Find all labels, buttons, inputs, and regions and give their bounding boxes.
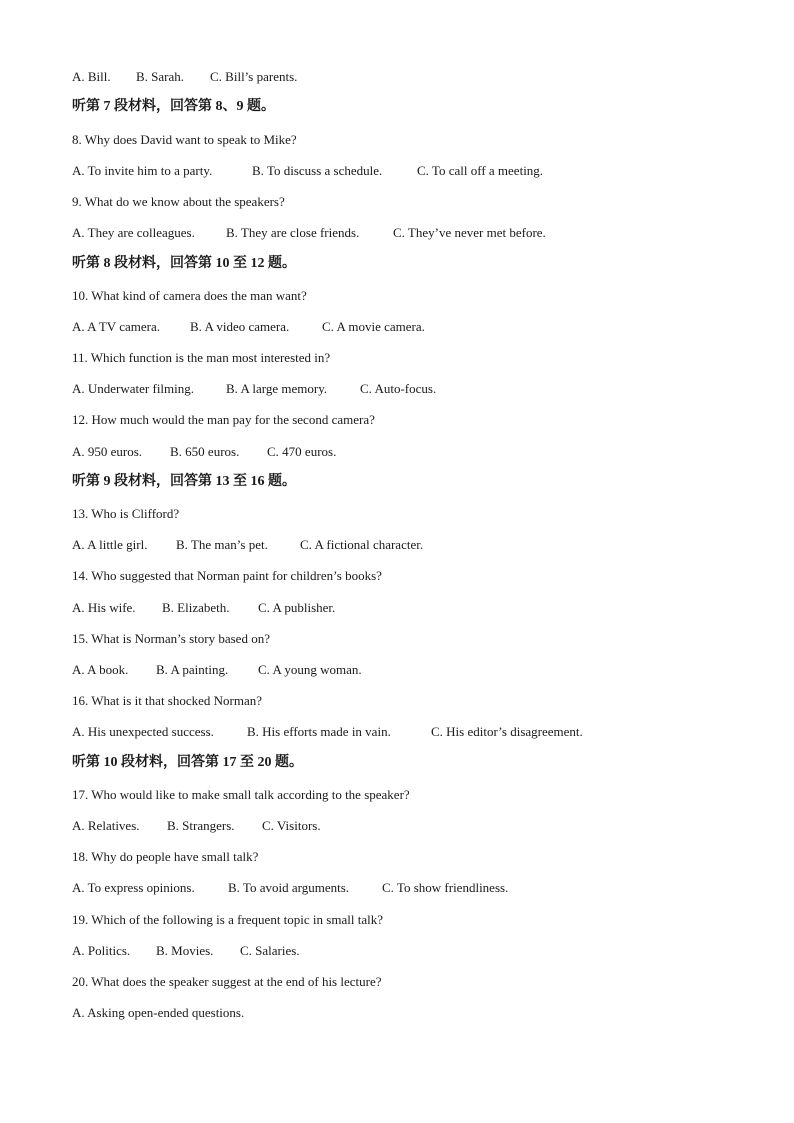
question-12: 12. How much would the man pay for the second camera? xyxy=(72,412,375,427)
question-18: 18. Why do people have small talk? xyxy=(72,849,259,864)
option-b: B. Movies. xyxy=(156,943,214,958)
option-c: C. A young woman. xyxy=(258,662,362,677)
option-c: C. Visitors. xyxy=(262,818,321,833)
section-heading-10: 听第 10 段材料，回答第 17 至 20 题。 xyxy=(72,755,303,770)
question-9: 9. What do we know about the speakers? xyxy=(72,194,285,209)
options-q7 xyxy=(72,69,297,85)
options-q14 xyxy=(72,600,335,616)
option-b: B. A painting. xyxy=(156,662,229,677)
option-b: B. The man’s pet. xyxy=(176,537,268,552)
options-q17 xyxy=(72,818,321,834)
question-14: 14. Who suggested that Norman paint for children’s books? xyxy=(72,568,382,583)
options-q18 xyxy=(72,880,508,896)
option-b: B. To discuss a schedule. xyxy=(252,163,383,178)
options-q15 xyxy=(72,662,362,678)
question-13: 13. Who is Clifford? xyxy=(72,506,180,521)
question-17: 17. Who would like to make small talk according to the speaker? xyxy=(72,787,410,802)
options-q16 xyxy=(72,724,583,740)
question-8: 8. Why does David want to speak to Mike? xyxy=(72,132,297,147)
option-a: A. His wife. xyxy=(72,600,136,615)
option-b: B. Elizabeth. xyxy=(162,600,230,615)
options-q8 xyxy=(72,163,543,179)
option-b: B. 650 euros. xyxy=(170,444,240,459)
section-heading-7: 听第 7 段材料，回答第 8、9 题。 xyxy=(72,99,275,114)
option-a: A. To express opinions. xyxy=(72,880,195,895)
options-q11 xyxy=(72,381,436,397)
option-a: A. Asking open-ended questions. xyxy=(72,1005,245,1020)
question-10: 10. What kind of camera does the man want? xyxy=(72,288,307,303)
option-c: C. A fictional character. xyxy=(300,537,424,552)
question-19: 19. Which of the following is a frequent topic in small talk? xyxy=(72,912,383,927)
option-a: A. 950 euros. xyxy=(72,444,143,459)
option-b: B. To avoid arguments. xyxy=(228,880,350,895)
option-b: B. Sarah. xyxy=(136,69,185,84)
option-c: C. They’ve never met before. xyxy=(393,225,546,240)
option-a: A. To invite him to a party. xyxy=(72,163,213,178)
options-q12 xyxy=(72,444,336,460)
option-c: C. Auto-focus. xyxy=(360,381,437,396)
option-a: A. Politics. xyxy=(72,943,131,958)
option-c: C. Bill’s parents. xyxy=(210,69,298,84)
options-q19 xyxy=(72,943,300,959)
question-16: 16. What is it that shocked Norman? xyxy=(72,693,263,708)
option-a: A. A little girl. xyxy=(72,537,148,552)
option-a: A. Underwater filming. xyxy=(72,381,195,396)
option-b: B. They are close friends. xyxy=(226,225,360,240)
option-a: A. A TV camera. xyxy=(72,319,160,334)
option-a: A. A book. xyxy=(72,662,129,677)
option-c: C. A movie camera. xyxy=(322,319,425,334)
question-20: 20. What does the speaker suggest at the end of his lecture? xyxy=(72,974,382,989)
question-11: 11. Which function is the man most interested in? xyxy=(72,350,331,365)
option-a: A. Relatives. xyxy=(72,818,140,833)
option-b: B. A large memory. xyxy=(226,381,328,396)
section-heading-8: 听第 8 段材料，回答第 10 至 12 题。 xyxy=(72,256,296,271)
option-b: B. Strangers. xyxy=(167,818,235,833)
option-a: A. His unexpected success. xyxy=(72,724,214,739)
option-c: C. To call off a meeting. xyxy=(417,163,544,178)
option-b: B. A video camera. xyxy=(190,319,290,334)
option-c: C. Salaries. xyxy=(240,943,300,958)
question-15: 15. What is Norman’s story based on? xyxy=(72,631,270,646)
option-c: C. A publisher. xyxy=(258,600,336,615)
option-c: C. To show friendliness. xyxy=(382,880,509,895)
option-c: C. His editor’s disagreement. xyxy=(431,724,583,739)
option-a: A. Bill. xyxy=(72,69,111,84)
options-q20 xyxy=(72,1005,244,1021)
option-b: B. His efforts made in vain. xyxy=(247,724,391,739)
option-a: A. They are colleagues. xyxy=(72,225,195,240)
section-heading-9: 听第 9 段材料，回答第 13 至 16 题。 xyxy=(72,474,296,489)
option-c: C. 470 euros. xyxy=(267,444,337,459)
options-q9 xyxy=(72,225,546,241)
options-q13 xyxy=(72,537,423,553)
options-q10 xyxy=(72,319,425,335)
